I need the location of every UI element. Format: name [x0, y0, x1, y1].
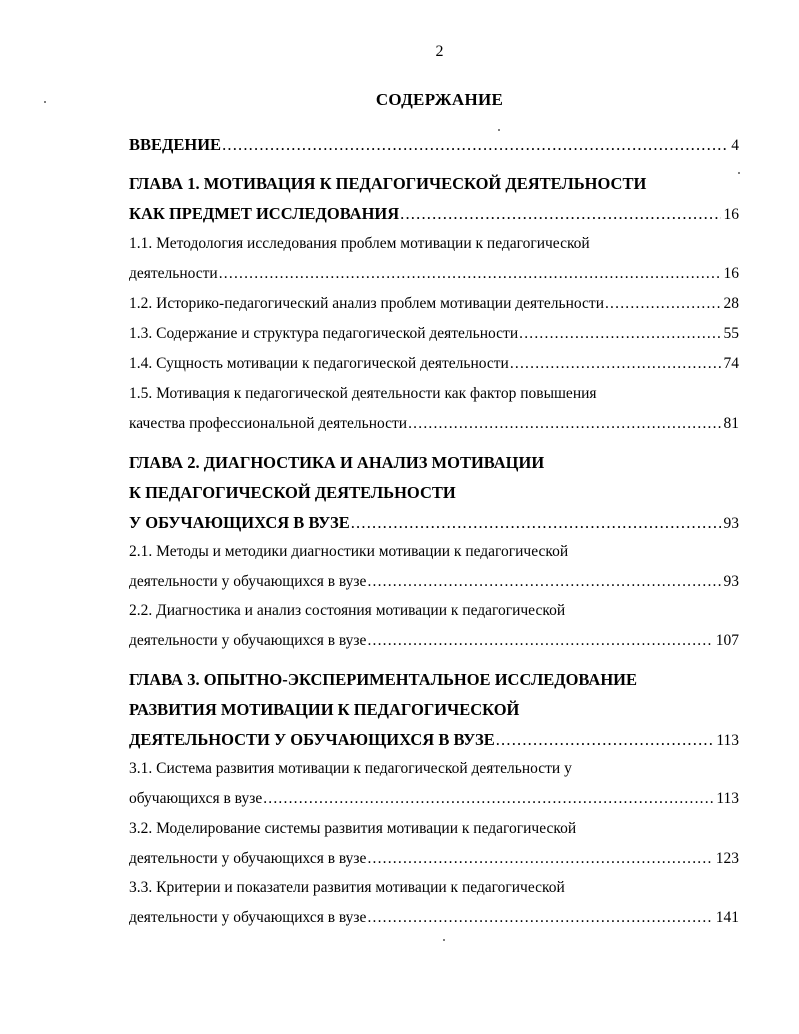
entry-page: 141	[715, 909, 739, 926]
toc-title: СОДЕРЖАНИЕ	[375, 90, 504, 109]
toc-section-1-5-end[interactable]: качества профессиональной деятельности ..... 81	[129, 415, 739, 441]
toc-chapter-1-title-end[interactable]: КАК ПРЕДМЕТ ИССЛЕДОВАНИЯ ..... 16	[129, 204, 739, 230]
toc-section-1-1[interactable]: 1.1. Методология исследования проблем мотивации к педагогической	[129, 235, 590, 252]
dot-leader	[367, 909, 712, 927]
dot-leader	[510, 355, 721, 373]
entry-page: 93	[723, 573, 739, 590]
dot-leader	[408, 415, 720, 433]
entry-page: 113	[716, 790, 739, 807]
toc-chapter-1-title[interactable]: ГЛАВА 1. МОТИВАЦИЯ К ПЕДАГОГИЧЕСКОЙ ДЕЯТЕЛЬНОСТИ	[129, 174, 647, 193]
toc-section-2-1[interactable]: 2.1. Методы и методики диагностики мотивации к педагогической	[129, 543, 569, 560]
entry-label: ВВЕДЕНИЕ	[129, 135, 222, 154]
toc-section-1-5[interactable]: 1.5. Мотивация к педагогической деятельности как фактор повышения	[129, 385, 597, 402]
toc-chapter-3-title[interactable]: ГЛАВА 3. ОПЫТНО-ЭКСПЕРИМЕНТАЛЬНОЕ ИССЛЕДОВАНИЕ	[129, 670, 637, 689]
toc-section-3-2-end[interactable]: деятельности у обучающихся в вузе ..... 123	[129, 850, 739, 876]
toc-entry-introduction[interactable]	[129, 135, 739, 161]
entry-page: 107	[715, 632, 739, 649]
toc-chapter-3-title-cont[interactable]: РАЗВИТИЯ МОТИВАЦИИ К ПЕДАГОГИЧЕСКОЙ	[129, 700, 520, 719]
entry-page: 113	[716, 732, 739, 749]
toc-section-2-2-end[interactable]: деятельности у обучающихся в вузе ..... 107	[129, 632, 739, 658]
dot-leader	[263, 790, 713, 808]
toc-section-1-2[interactable]: 1.2. Историко-педагогический анализ проблем мотивации деятельности ..... 28	[129, 295, 739, 321]
scan-speck	[738, 172, 740, 174]
toc-section-2-1-end[interactable]: деятельности у обучающихся в вузе ..... 93	[129, 573, 739, 599]
dot-leader	[222, 135, 728, 155]
toc-chapter-3-title-end[interactable]: ДЕЯТЕЛЬНОСТИ У ОБУЧАЮЩИХСЯ В ВУЗЕ ..... 113	[129, 730, 739, 756]
toc-section-3-3[interactable]: 3.3. Критерии и показатели развития мотивации к педагогической	[129, 879, 565, 896]
scan-speck	[44, 101, 46, 103]
toc-chapter-2-title-cont[interactable]: К ПЕДАГОГИЧЕСКОЙ ДЕЯТЕЛЬНОСТИ	[129, 483, 456, 502]
entry-page: 93	[723, 515, 739, 532]
scan-speck	[498, 129, 500, 131]
dot-leader	[367, 632, 712, 650]
toc-section-1-4[interactable]: 1.4. Сущность мотивации к педагогической деятельности ..... 74	[129, 355, 739, 381]
entry-page: 81	[723, 415, 739, 432]
entry-page: 16	[723, 265, 739, 282]
scan-speck	[443, 939, 445, 941]
toc-section-3-3-end[interactable]: деятельности у обучающихся в вузе ..... 141	[129, 909, 739, 935]
toc-section-1-1-end[interactable]: деятельности ..... 16	[129, 265, 739, 291]
toc-section-3-1[interactable]: 3.1. Система развития мотивации к педагогической деятельности у	[129, 760, 572, 777]
dot-leader	[367, 850, 712, 868]
entry-page: 16	[723, 206, 739, 223]
toc-section-2-2[interactable]: 2.2. Диагностика и анализ состояния мотивации к педагогической	[129, 602, 566, 619]
dot-leader	[400, 204, 720, 224]
toc-section-3-2[interactable]: 3.2. Моделирование системы развития мотивации к педагогической	[129, 820, 577, 837]
toc-section-1-3[interactable]: 1.3. Содержание и структура педагогической деятельности ..... 55	[129, 325, 739, 351]
toc-chapter-2-title[interactable]: ГЛАВА 2. ДИАГНОСТИКА И АНАЛИЗ МОТИВАЦИИ	[129, 453, 545, 472]
entry-page: 74	[723, 355, 739, 372]
toc-section-3-1-end[interactable]: обучающихся в вузе ..... 113	[129, 790, 739, 816]
toc-chapter-2-title-end[interactable]: У ОБУЧАЮЩИХСЯ В ВУЗЕ ..... 93	[129, 513, 739, 539]
entry-page: 4	[731, 137, 739, 154]
entry-page: 123	[715, 850, 739, 867]
dot-leader	[367, 573, 720, 591]
dot-leader	[219, 265, 721, 283]
entry-page: 55	[723, 325, 739, 342]
dot-leader	[605, 295, 721, 313]
dot-leader	[496, 730, 714, 750]
entry-page: 28	[723, 295, 739, 312]
dot-leader	[519, 325, 720, 343]
page-number: 2	[435, 43, 444, 60]
dot-leader	[351, 513, 721, 533]
